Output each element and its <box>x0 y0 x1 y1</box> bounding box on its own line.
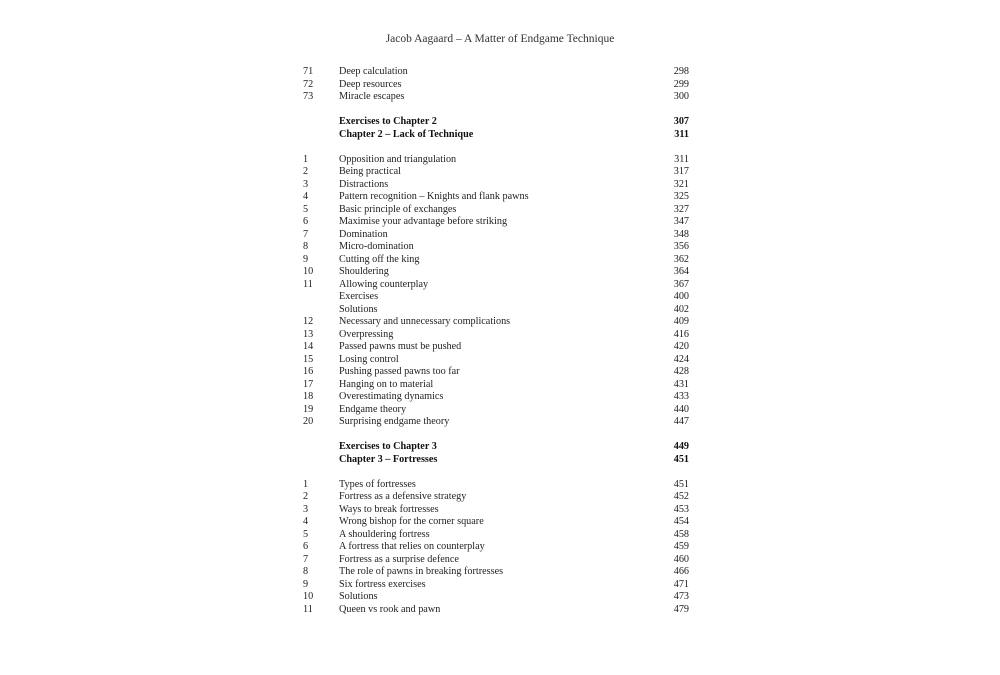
toc-entry-page: 299 <box>673 78 689 90</box>
toc-entry-title: Exercises to Chapter 2 <box>339 116 437 127</box>
toc-entry-title: Hanging on to material <box>339 378 434 390</box>
toc-entry-title: Overestimating dynamics <box>339 391 444 402</box>
toc-entry-title: Allowing counterplay <box>339 278 429 290</box>
toc-entry-title: Micro-domination <box>339 241 414 252</box>
toc-entry-number: 7 <box>303 228 309 240</box>
toc-entry <box>303 229 689 242</box>
toc-entry-page: 400 <box>673 291 689 302</box>
toc-entry-page: 327 <box>673 203 689 215</box>
toc-entry-page: 447 <box>673 416 689 427</box>
toc-entry-page: 348 <box>673 228 689 240</box>
toc-entry-title: A shouldering fortress <box>339 528 430 540</box>
toc-entry-page: 451 <box>673 478 689 490</box>
toc-entry <box>303 179 689 192</box>
toc-entry-number: 2 <box>303 166 309 177</box>
toc-entry <box>303 379 689 392</box>
toc-entry-title: Fortress as a defensive strategy <box>339 491 467 502</box>
toc-entry-number: 12 <box>303 316 314 327</box>
toc-entry-title: Chapter 2 – Lack of Technique <box>339 128 474 140</box>
section-spacer <box>303 141 689 154</box>
toc-entry-number: 73 <box>303 91 314 102</box>
toc-entry-number: 1 <box>303 478 309 490</box>
toc-entry <box>303 604 689 617</box>
toc-entry-title: Overpressing <box>339 328 394 340</box>
toc-entry <box>303 154 689 167</box>
toc-entry-number: 1 <box>303 153 309 165</box>
toc-entry-title: Deep resources <box>339 78 402 90</box>
toc-entry-title: Queen vs rook and pawn <box>339 603 441 615</box>
toc-entry-page: 364 <box>673 266 689 277</box>
toc-entry-title: Shouldering <box>339 266 389 277</box>
toc-entry-number: 16 <box>303 366 314 377</box>
toc-entry-page: 347 <box>673 216 689 227</box>
toc-entry-number: 18 <box>303 391 314 402</box>
toc-entry-page: 311 <box>674 128 689 140</box>
toc-entry-page: 454 <box>673 516 689 527</box>
toc-entry-title: Domination <box>339 228 388 240</box>
toc-entry-number: 14 <box>303 341 314 352</box>
toc-entry-page: 458 <box>673 528 689 540</box>
toc-chapter-heading <box>303 454 689 467</box>
toc-entry-title: Chapter 3 – Fortresses <box>339 453 438 465</box>
toc-chapter-heading <box>303 129 689 142</box>
toc-entry <box>303 216 689 229</box>
toc-entry <box>303 66 689 79</box>
toc-entry <box>303 554 689 567</box>
toc-entry-title: Necessary and unnecessary complications <box>339 316 511 327</box>
toc-entry-number: 8 <box>303 241 309 252</box>
toc-entry-title: Pushing passed pawns too far <box>339 366 460 377</box>
toc-entry <box>303 366 689 379</box>
toc-entry-number: 7 <box>303 553 309 565</box>
toc-entry-number: 10 <box>303 266 314 277</box>
toc-entry <box>303 291 689 304</box>
toc-entry-title: Exercises to Chapter 3 <box>339 441 437 452</box>
toc-entry-title: Passed pawns must be pushed <box>339 341 462 352</box>
toc-entry <box>303 529 689 542</box>
toc-entry-page: 428 <box>673 366 689 377</box>
toc-entry-title: Deep calculation <box>339 66 408 77</box>
toc-entry-title: Ways to break fortresses <box>339 503 439 515</box>
toc-entry-number: 6 <box>303 541 309 552</box>
toc-entry-number: 8 <box>303 566 309 577</box>
toc-entry-number: 3 <box>303 178 309 190</box>
toc-entry <box>303 516 689 529</box>
toc-entry <box>303 316 689 329</box>
toc-entry-title: Wrong bishop for the corner square <box>339 516 484 527</box>
toc-entry <box>303 591 689 604</box>
toc-chapter-heading <box>303 441 689 454</box>
toc-entry-page: 424 <box>673 353 689 365</box>
toc-chapter-heading <box>303 116 689 129</box>
toc-entry-title: Types of fortresses <box>339 478 416 490</box>
toc-entry <box>303 541 689 554</box>
toc-entry-page: 325 <box>673 191 689 202</box>
toc-entry-number: 72 <box>303 78 314 90</box>
toc-entry-page: 409 <box>673 316 689 327</box>
toc-entry <box>303 241 689 254</box>
toc-entry <box>303 279 689 292</box>
toc-entry-page: 460 <box>673 553 689 565</box>
toc-entry-title: Surprising endgame theory <box>339 416 450 427</box>
toc-entry <box>303 166 689 179</box>
toc-entry <box>303 391 689 404</box>
toc-entry-page: 298 <box>673 66 689 77</box>
toc-entry-number: 9 <box>303 253 309 265</box>
toc-entry-title: A fortress that relies on counterplay <box>339 541 485 552</box>
toc-entry-title: Being practical <box>339 166 401 177</box>
toc-entry-number: 13 <box>303 328 314 340</box>
toc-entry-number: 11 <box>303 278 313 290</box>
toc-entry-page: 420 <box>673 341 689 352</box>
toc-entry-title: Distractions <box>339 178 389 190</box>
toc-entry-title: Cutting off the king <box>339 253 420 265</box>
toc-entry-page: 451 <box>673 453 689 465</box>
toc-entry-page: 471 <box>673 578 689 590</box>
toc-entry-page: 431 <box>673 378 689 390</box>
toc-entry-number: 17 <box>303 378 314 390</box>
toc-entry-page: 356 <box>673 241 689 252</box>
toc-entry-title: Maximise your advantage before striking <box>339 216 508 227</box>
toc-entry-page: 459 <box>673 541 689 552</box>
toc-entry <box>303 504 689 517</box>
toc-entry-number: 6 <box>303 216 309 227</box>
toc-entry-title: Fortress as a surprise defence <box>339 553 459 565</box>
toc-entry-number: 19 <box>303 403 314 415</box>
toc-entry-page: 362 <box>673 253 689 265</box>
toc-entry-page: 416 <box>673 328 689 340</box>
toc-entry-number: 9 <box>303 578 309 590</box>
toc-entry-number: 4 <box>303 516 309 527</box>
toc-entry-number: 5 <box>303 528 309 540</box>
toc-entry <box>303 341 689 354</box>
toc-entry-number: 5 <box>303 203 309 215</box>
toc-entry-number: 71 <box>303 66 314 77</box>
toc-entry-title: Basic principle of exchanges <box>339 203 457 215</box>
toc-entry-title: Losing control <box>339 353 399 365</box>
toc-entry-number: 20 <box>303 416 314 427</box>
toc-entry-title: Solutions <box>339 303 378 315</box>
toc-entry-title: The role of pawns in breaking fortresses <box>339 566 504 577</box>
toc-entry <box>303 191 689 204</box>
toc-entry-page: 473 <box>673 591 689 602</box>
toc-entry-page: 402 <box>673 303 689 315</box>
toc-entry <box>303 566 689 579</box>
toc-entry <box>303 254 689 267</box>
toc-entry <box>303 416 689 429</box>
section-spacer <box>303 466 689 479</box>
toc-entry-number: 2 <box>303 491 309 502</box>
table-of-contents <box>303 66 689 616</box>
toc-entry-title: Pattern recognition – Knights and flank pawns <box>339 191 529 202</box>
toc-entry-page: 479 <box>673 603 689 615</box>
toc-entry-page: 452 <box>673 491 689 502</box>
running-head: Jacob Aagaard – A Matter of Endgame Technique <box>385 33 615 45</box>
toc-entry <box>303 79 689 92</box>
toc-entry-page: 307 <box>673 116 689 127</box>
toc-entry-number: 11 <box>303 603 313 615</box>
toc-entry-number: 15 <box>303 353 314 365</box>
toc-entry-title: Solutions <box>339 591 378 602</box>
toc-entry-page: 433 <box>673 391 689 402</box>
toc-entry-page: 311 <box>674 153 689 165</box>
toc-entry <box>303 579 689 592</box>
toc-entry-title: Exercises <box>339 291 379 302</box>
toc-entry-title: Six fortress exercises <box>339 578 426 590</box>
toc-entry <box>303 404 689 417</box>
toc-entry <box>303 304 689 317</box>
toc-entry-page: 367 <box>673 278 689 290</box>
toc-entry-title: Endgame theory <box>339 403 407 415</box>
toc-entry-page: 453 <box>673 503 689 515</box>
toc-entry-page: 300 <box>673 91 689 102</box>
toc-entry-title: Miracle escapes <box>339 91 405 102</box>
toc-entry-page: 449 <box>673 441 689 452</box>
toc-entry-page: 440 <box>673 403 689 415</box>
toc-entry <box>303 491 689 504</box>
section-spacer <box>303 104 689 117</box>
section-spacer <box>303 429 689 442</box>
toc-entry-number: 3 <box>303 503 309 515</box>
toc-entry-number: 4 <box>303 191 309 202</box>
toc-entry-title: Opposition and triangulation <box>339 153 457 165</box>
toc-entry <box>303 329 689 342</box>
toc-entry-page: 466 <box>673 566 689 577</box>
toc-entry-number: 10 <box>303 591 314 602</box>
toc-entry <box>303 204 689 217</box>
toc-entry-page: 321 <box>673 178 689 190</box>
toc-entry <box>303 266 689 279</box>
toc-entry <box>303 479 689 492</box>
toc-entry-page: 317 <box>673 166 689 177</box>
toc-entry <box>303 354 689 367</box>
toc-entry <box>303 91 689 104</box>
